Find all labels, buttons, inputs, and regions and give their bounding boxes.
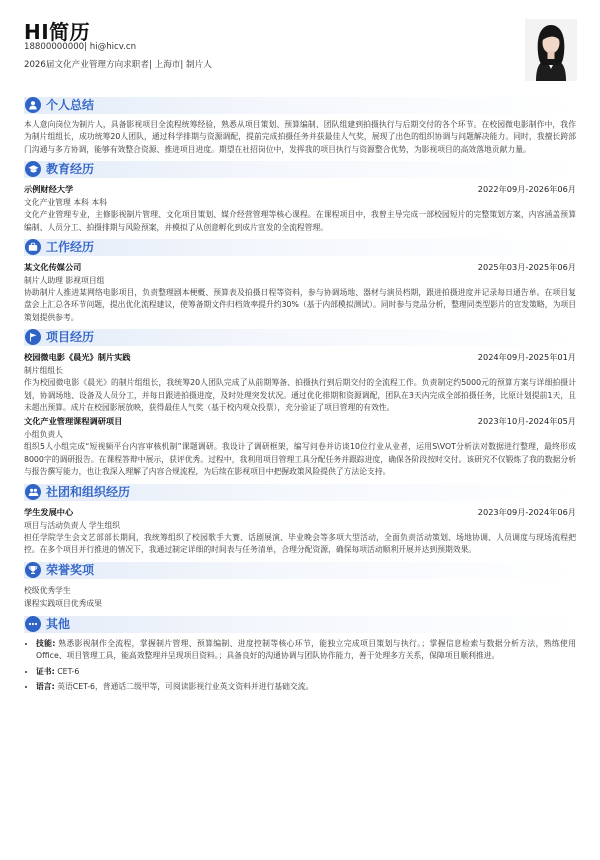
summary-text: 本人意向岗位为制片人，具备影视项目全流程统筹经验，熟悉从项目策划、预算编制、团队组建到拍摄执行与后期交付的各个环节。在校园微电影制作中，我作为制片组组长，成功统筹20人团队，通过科学排期与资源调配，提前完成拍摄任务并获最佳人气奖，展现了出色的组织协调与问题解决能力。同时，我擅长跨部门沟通与多方协调，能够有效整合资源、推进项目进度。期望在社招岗位中，发挥我的项目执行与资源整合优势，为影视项目的高效落地贡献力量。 xyxy=(24,120,576,154)
user-icon xyxy=(25,97,41,113)
section-label: 荣誉奖项 xyxy=(46,562,95,577)
entry-header xyxy=(24,261,576,274)
project-role: 制片组组长 xyxy=(24,366,63,376)
campus-section xyxy=(0,483,600,557)
job-title: 制片人助理 影视项目组 xyxy=(24,276,105,286)
other-list xyxy=(24,638,576,694)
item-text: 熟悉影视制作全流程，掌握制片管理、预算编制、进度控制等核心环节，能独立完成项目策划与执行。；掌握信息检索与数据分析方法，熟练使用Office、项目管理工具，能高效整理并呈现项目资料。；具备良好的沟通协调与团队协作能力，善于处理多方关系，保障项目顺利推进。 xyxy=(36,638,576,661)
other-section xyxy=(0,615,600,694)
section-label: 教育经历 xyxy=(46,162,95,177)
date-range: 2025年03月-2025年06月 xyxy=(477,262,576,273)
project-description: 作为校园微电影《晨光》的制片组组长，我统筹20人团队完成了从前期筹备、拍摄执行到后期交付的全流程工作。负责制定约5000元的预算方案与详细拍摄计划，协调场地、设备及人员分工，并每日跟进拍摄进度，及时处理突发状况。通过优化排期和资源调配，团队在3天内完成全部拍摄任务，比原计划提前1天，且未超出预算。成片在校园影展放映，获得最佳人气奖（基于校内观众投票），充分验证了项目管理的有效性。 xyxy=(24,378,576,413)
organization-name: 学生发展中心 xyxy=(24,506,74,517)
campus-description: 担任学院学生会文艺部部长期间，我统筹组织了校园歌手大赛、话剧展演、毕业晚会等多项大型活动，全面负责活动策划、场地协调、人员调度与现场流程把控。在多个项目并行推进的情况下，我通过制定详细的时间表与任务清单，合理分配资源，确保每项活动顺利开展并达到预期效果。 xyxy=(24,532,576,555)
section-title xyxy=(24,483,576,503)
section-label: 项目经历 xyxy=(46,330,95,345)
item-label: 证书: xyxy=(36,666,55,676)
project-name: 校园微电影《晨光》制片实践 xyxy=(24,352,131,363)
work-section xyxy=(0,238,600,324)
major-degree: 文化产业管理 本科 本科 xyxy=(24,198,107,208)
briefcase-icon xyxy=(25,239,41,255)
date-range: 2023年10月-2024年05月 xyxy=(477,416,576,427)
section-label: 个人总结 xyxy=(46,98,95,112)
project-role: 小组负责人 xyxy=(24,430,63,440)
project-description: 组织5人小组完成“短视频平台内容审核机制”课题调研。我设计了调研框架，编写问卷并访谈10位行业从业者，运用S\VOT分析法对数据进行整理，最终形成8000字的调研报告。在课程答辩中展示，获评优秀。过程中，我利用项目管理工具分配任务并跟踪进度，确保各阶段按时交付。该研究不仅锻炼了我的数据分析与报告撰写能力，也让我深入理解了内容合规流程，为后续在影视项目中把握政策风险提供了方法论支持。 xyxy=(24,442,576,477)
section-label: 工作经历 xyxy=(46,240,95,255)
list-item xyxy=(36,681,576,693)
company-name: 某文化传媒公司 xyxy=(24,262,82,273)
contact-info: 18800000000| hi@hicv.cn xyxy=(24,42,137,52)
item-label: 技能: xyxy=(36,638,56,648)
entry-header xyxy=(24,351,576,364)
item-text: 英语CET-6，普通话二级甲等，可阅读影视行业英文资料并进行基础交流。 xyxy=(54,681,314,691)
summary-section xyxy=(0,96,600,156)
section-title xyxy=(24,561,576,581)
item-label: 语言: xyxy=(36,681,55,691)
candidate-name: HI简历 xyxy=(24,20,91,44)
education-description: 文化产业管理专业，主修影视制片管理、文化项目策划、媒介经营管理等核心课程。在课程项目中，我曾主导完成一部校园短片的完整策划方案，内容涵盖预算编制、人员分工、拍摄排期与风险预案，并模拟了从创意孵化到成片宣发的全流程管理。 xyxy=(24,210,576,232)
section-label: 其他 xyxy=(46,616,71,631)
work-description: 协助制片人推进某网络电影项目，负责整理剧本梗概、预算表及拍摄日程等资料，参与协调场地、器材与演员档期，跟进拍摄进度并记录每日通告单。在项目复盘会上汇总各环节问题，提出优化流程建议，使筹备期文件归档效率提升约30%（基于内部模拟测试）。同时参与竞品分析，整理同类型影片的宣发策略，为项目策划提供参考。 xyxy=(24,288,576,322)
date-range: 2024年09月-2025年01月 xyxy=(477,352,576,363)
section-title xyxy=(24,615,576,635)
avatar xyxy=(525,19,577,81)
honors-section xyxy=(0,561,600,611)
section-label: 社团和组织经历 xyxy=(46,484,131,499)
resume-header xyxy=(0,0,600,96)
project-name: 文化产业管理课程调研项目 xyxy=(24,416,123,427)
job-intent: 2026届文化产业管理方向求职者| 上海市| 制片人 xyxy=(24,60,212,70)
item-text: CET-6 xyxy=(54,666,80,676)
date-range: 2022年09月-2026年06月 xyxy=(477,184,576,195)
list-item xyxy=(36,666,576,678)
honor-item: 校级优秀学生 xyxy=(24,585,71,595)
organization-role: 项目与活动负责人 学生组织 xyxy=(24,520,121,530)
trophy-icon xyxy=(25,562,41,578)
education-section xyxy=(0,160,600,234)
section-title xyxy=(24,328,576,348)
list-item xyxy=(36,638,576,663)
entry-header xyxy=(24,506,576,519)
section-title xyxy=(24,160,576,180)
school-name: 示例财经大学 xyxy=(24,184,74,195)
section-title xyxy=(24,96,576,116)
more-icon xyxy=(25,616,41,632)
group-icon xyxy=(25,484,41,500)
entry-header xyxy=(24,415,576,428)
projects-section xyxy=(0,328,600,478)
section-title xyxy=(24,238,576,258)
entry-header xyxy=(24,183,576,196)
honor-item: 课程实践项目优秀成果 xyxy=(24,599,102,609)
date-range: 2023年09月-2024年06月 xyxy=(477,506,576,517)
